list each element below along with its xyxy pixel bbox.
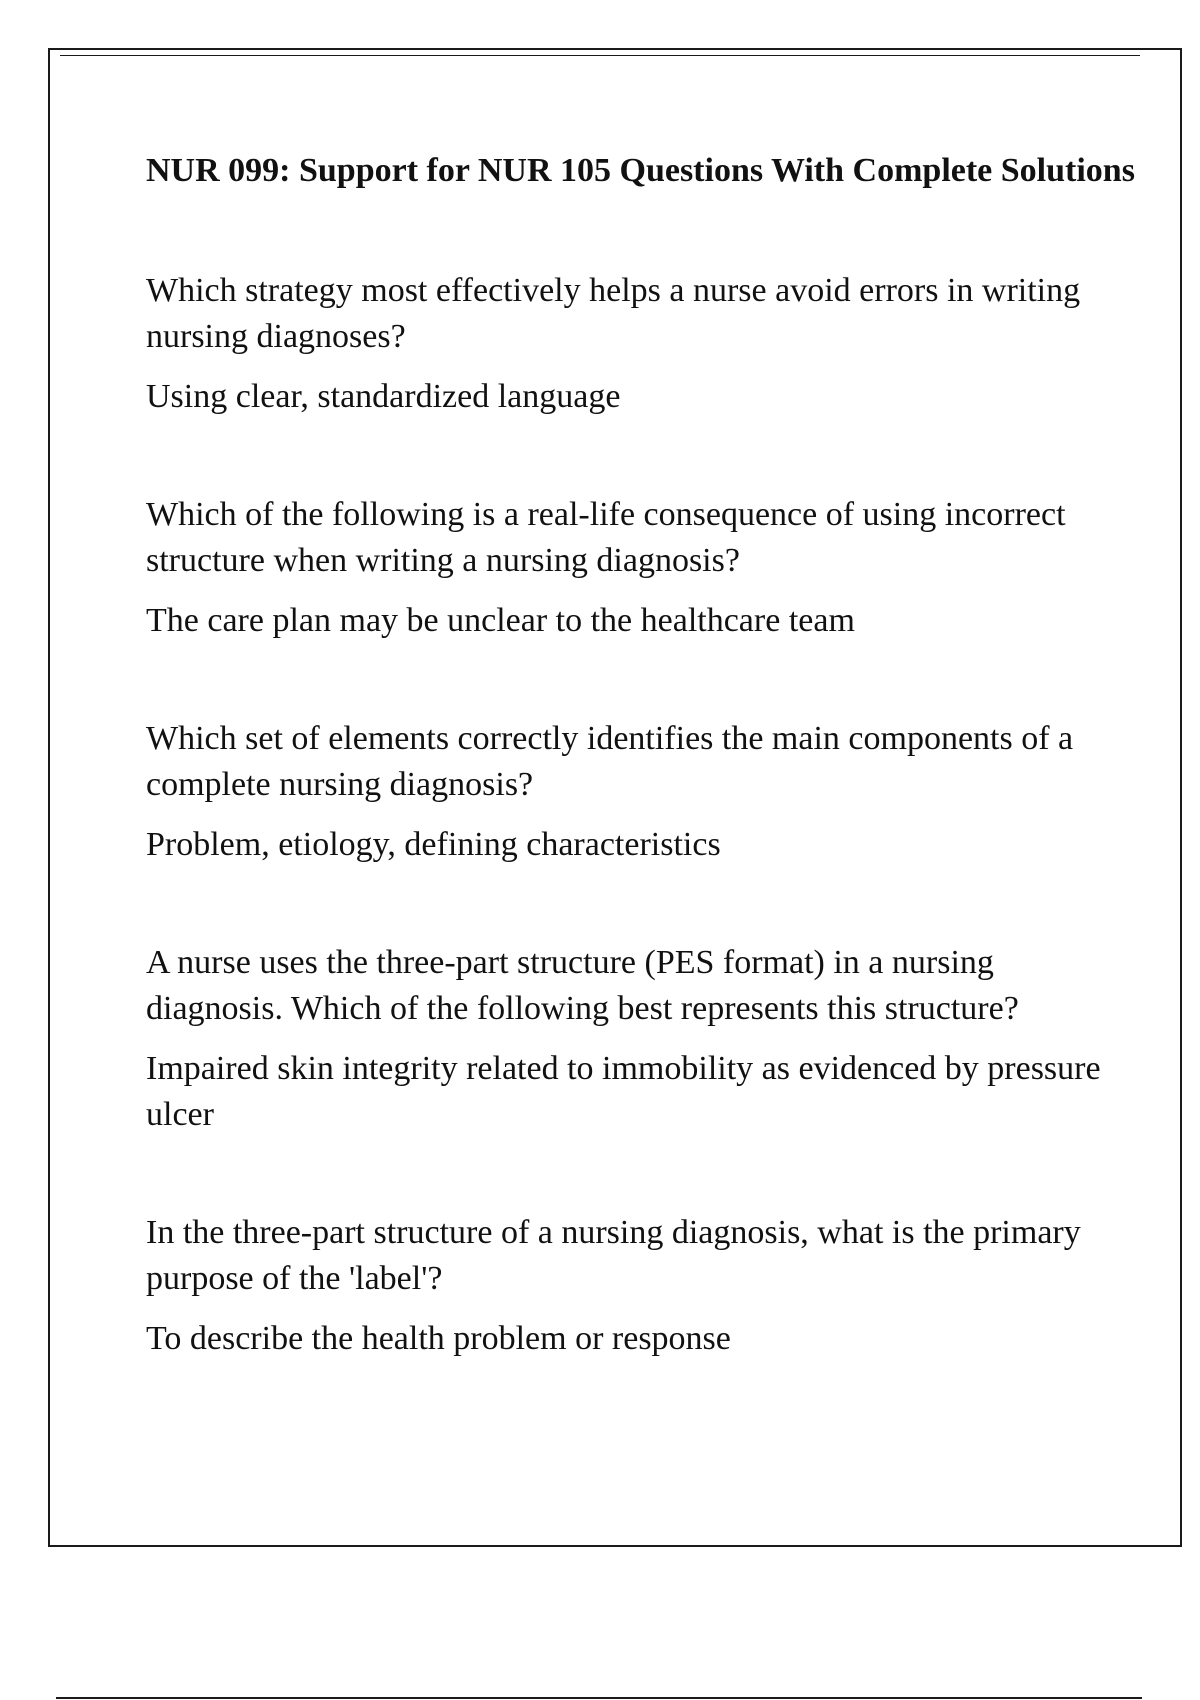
answer-1: Using clear, standardized language bbox=[146, 378, 621, 415]
question-5: In the three-part structure of a nursing diagnosis, what is the primary purpose of the 'label'? bbox=[146, 1214, 1081, 1297]
bottom-rule bbox=[56, 1697, 1142, 1699]
question-3: Which set of elements correctly identifies the main components of a complete nursing diagnosis? bbox=[146, 720, 1074, 803]
answer-2: The care plan may be unclear to the healthcare team bbox=[146, 602, 855, 639]
qa-item-1 bbox=[146, 268, 1136, 420]
answer-5: To describe the health problem or response bbox=[146, 1320, 731, 1357]
document-title: NUR 099: Support for NUR 105 Questions With Complete Solutions bbox=[146, 152, 1135, 189]
qa-item-2 bbox=[146, 492, 1136, 644]
answer-4: Impaired skin integrity related to immobility as evidenced by pressure ulcer bbox=[146, 1050, 1101, 1133]
qa-item-4 bbox=[146, 940, 1136, 1138]
qa-item-5 bbox=[146, 1210, 1136, 1362]
top-rule bbox=[60, 55, 1140, 56]
question-2: Which of the following is a real-life consequence of using incorrect structure when writing a nursing diagnosis? bbox=[146, 496, 1066, 579]
question-4: A nurse uses the three-part structure (PES format) in a nursing diagnosis. Which of the following best represents this structure? bbox=[146, 944, 1019, 1027]
document-content bbox=[146, 148, 1136, 1434]
qa-item-3 bbox=[146, 716, 1136, 868]
page-frame bbox=[48, 48, 1182, 1547]
question-1: Which strategy most effectively helps a nurse avoid errors in writing nursing diagnoses? bbox=[146, 272, 1081, 355]
answer-3: Problem, etiology, defining characteristics bbox=[146, 826, 721, 863]
